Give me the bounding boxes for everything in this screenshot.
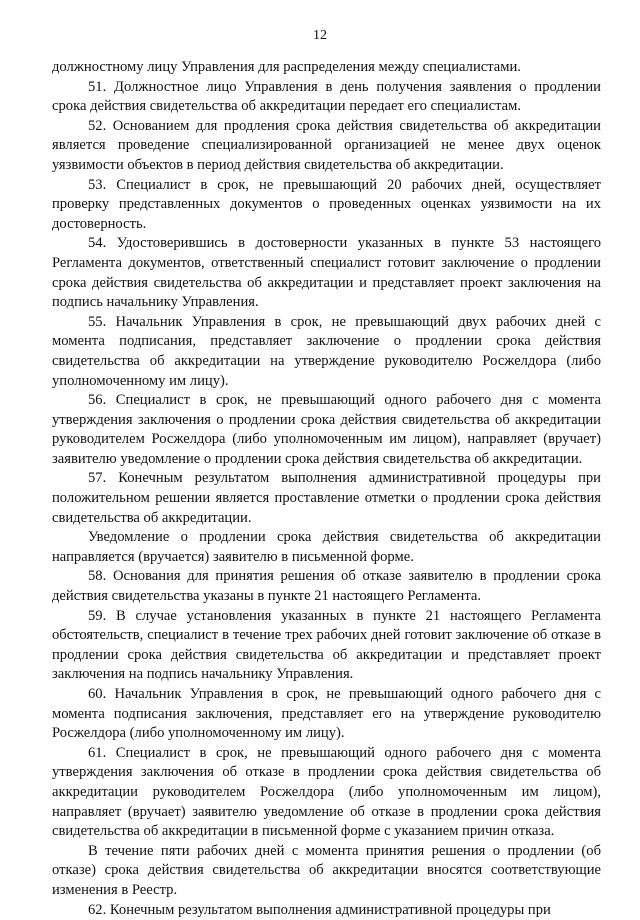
paragraph-59: 59. В случае установления указанных в пункте 21 настоящего Регламента обстоятельств, специалист в течение трех рабочих дней готовит заключение об отказе в продлении срока действия свидетельства об аккредитации и представляет проект заключения на подпись начальнику Управления. — [52, 607, 601, 683]
paragraph-53: 53. Специалист в срок, не превышающий 20 рабочих дней, осуществляет проверку представленных документов о проведенных оценках уязвимости на их достоверность. — [52, 176, 601, 232]
paragraph-51: 51. Должностное лицо Управления в день получения заявления о продлении срока действия свидетельства об аккредитации передает его специалистам. — [52, 78, 601, 115]
document-body — [52, 58, 601, 920]
paragraph-61-registry: В течение пяти рабочих дней с момента принятия решения о продлении (об отказе) срока действия свидетельства об аккредитации вносятся соответствующие изменения в Реестр. — [52, 842, 601, 898]
paragraph-61: 61. Специалист в срок, не превышающий одного рабочего дня с момента утверждения заключения об отказе в продлении срока действия свидетельства об аккредитации руководителем Росжелдора (либо уполномоченным им лицом), направляет (вручает) заявителю уведомление об отказе в продлении срока действия свидетельства об аккредитации в письменной форме с указанием причин отказа. — [52, 744, 601, 840]
paragraph-continuation: должностному лицу Управления для распределения между специалистами. — [52, 59, 521, 75]
paragraph-55: 55. Начальник Управления в срок, не превышающий двух рабочих дней с момента подписания, представляет заключение о продлении срока действия свидетельства об аккредитации на утверждение руководителю Росжелдора (либо уполномоченному им лицу). — [52, 313, 601, 389]
paragraph-58: 58. Основания для принятия решения об отказе заявителю в продлении срока действия свидетельства указаны в пункте 21 настоящего Регламента. — [52, 568, 601, 605]
paragraph-56: 56. Специалист в срок, не превышающий одного рабочего дня с момента утверждения заключения о продлении срока действия свидетельства об аккредитации руководителем Росжелдора (либо уполномоченным им лицом), направляет (вручает) заявителю уведомление о продлении срока действия свидетельства об аккредитации. — [52, 392, 601, 467]
paragraph-62: 62. Конечным результатом выполнения административной процедуры при — [88, 901, 551, 918]
paragraph-60: 60. Начальник Управления в срок, не превышающий одного рабочего дня с момента подписания заключения, представляет его на утверждение руководителю Росжелдора (либо уполномоченному им лицу). — [52, 686, 601, 742]
paragraph-57-notice: Уведомление о продлении срока действия свидетельства об аккредитации направляется (вручается) заявителю в письменной форме. — [52, 529, 601, 565]
paragraph-57: 57. Конечным результатом выполнения административной процедуры при положительном решении является проставление отметки о продлении срока действия свидетельства об аккредитации. — [52, 470, 601, 526]
paragraph-54: 54. Удостоверившись в достоверности указанных в пункте 53 настоящего Регламента документов, ответственный специалист готовит заключение о продлении срока действия свидетельства об аккредитации и представляет проект заключения на подпись начальнику Управления. — [52, 235, 601, 311]
page-number: 12 — [313, 28, 327, 43]
paragraph-52: 52. Основанием для продления срока действия свидетельства об аккредитации является проведение специализированной организацией не менее двух оценок уязвимости объектов в период действия свидетельства об аккредитации. — [52, 117, 601, 173]
